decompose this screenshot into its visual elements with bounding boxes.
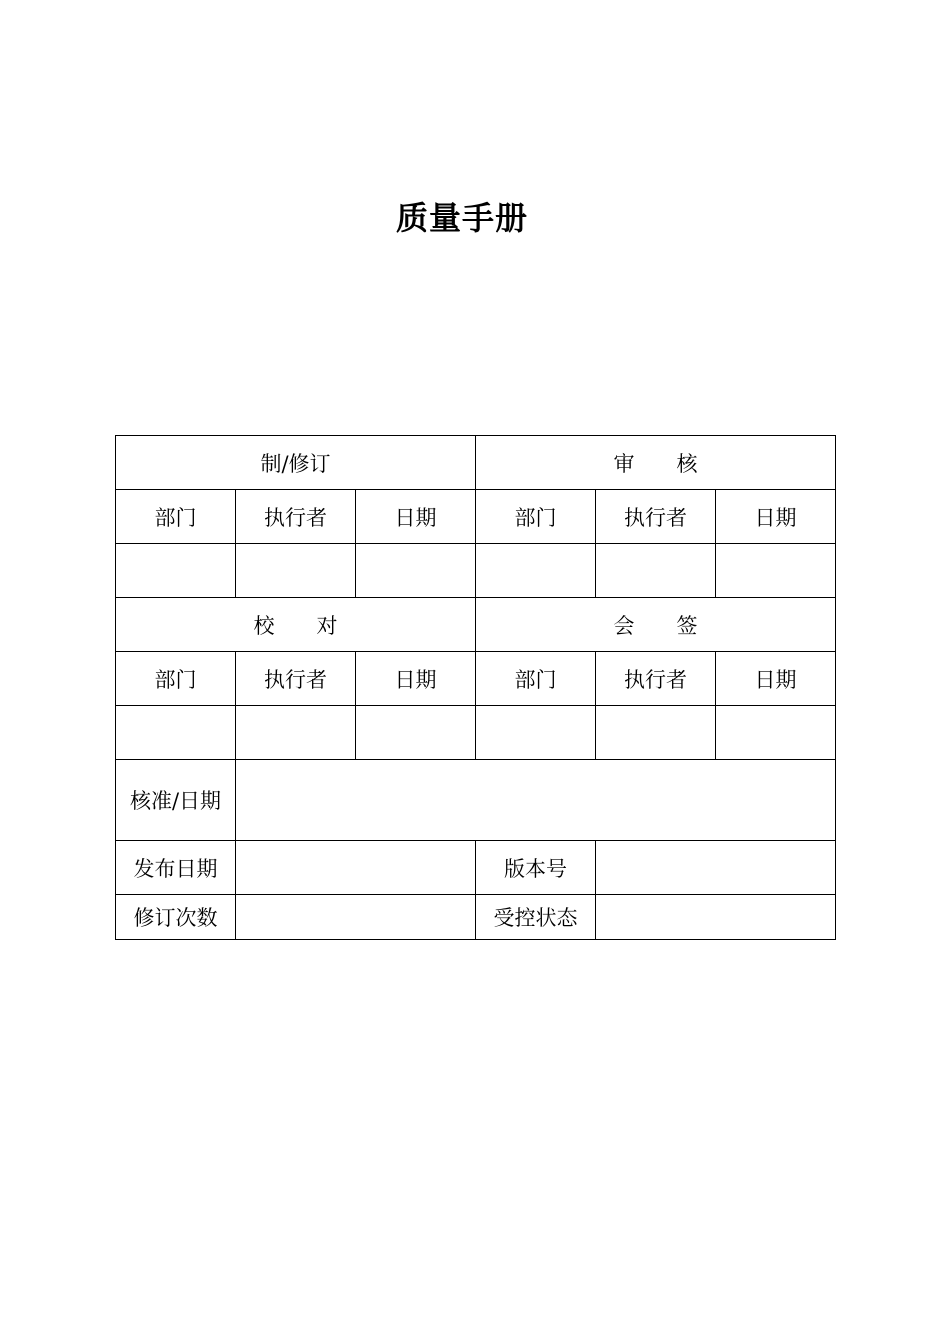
countersign-date-cell[interactable]: [716, 706, 836, 760]
review-executor-header: 执行者: [596, 490, 716, 544]
revision-row: [116, 895, 836, 940]
countersign-date-header: 日期: [716, 652, 836, 706]
prepare-date-header: 日期: [356, 490, 476, 544]
section-header-row-1: [116, 436, 836, 490]
review-department-header: 部门: [476, 490, 596, 544]
proofread-date-header: 日期: [356, 652, 476, 706]
review-department-cell[interactable]: [476, 544, 596, 598]
countersign-executor-cell[interactable]: [596, 706, 716, 760]
revision-count-cell[interactable]: [236, 895, 476, 940]
prepare-section-header: 制/修订: [116, 436, 476, 490]
review-date-cell[interactable]: [716, 544, 836, 598]
revision-count-label: 修订次数: [116, 895, 236, 940]
document-control-table: [115, 435, 836, 940]
release-row: [116, 841, 836, 895]
prepare-department-cell[interactable]: [116, 544, 236, 598]
proofread-department-header: 部门: [116, 652, 236, 706]
countersign-section-header: 会 签: [476, 598, 836, 652]
release-date-cell[interactable]: [236, 841, 476, 895]
proofread-date-cell[interactable]: [356, 706, 476, 760]
column-header-row-1: [116, 490, 836, 544]
control-status-cell[interactable]: [596, 895, 836, 940]
version-no-cell[interactable]: [596, 841, 836, 895]
proofread-executor-cell[interactable]: [236, 706, 356, 760]
countersign-department-header: 部门: [476, 652, 596, 706]
approval-date-cell[interactable]: [236, 760, 836, 841]
prepare-date-cell[interactable]: [356, 544, 476, 598]
proofread-department-cell[interactable]: [116, 706, 236, 760]
review-date-header: 日期: [716, 490, 836, 544]
prepare-executor-header: 执行者: [236, 490, 356, 544]
approval-date-label: 核准/日期: [116, 760, 236, 841]
proofread-executor-header: 执行者: [236, 652, 356, 706]
entry-row-2: [116, 706, 836, 760]
column-header-row-2: [116, 652, 836, 706]
page-title: 质量手册: [395, 199, 528, 237]
entry-row-1: [116, 544, 836, 598]
approval-row: [116, 760, 836, 841]
control-status-label: 受控状态: [476, 895, 596, 940]
section-header-row-2: [116, 598, 836, 652]
countersign-department-cell[interactable]: [476, 706, 596, 760]
review-executor-cell[interactable]: [596, 544, 716, 598]
version-no-label: 版本号: [476, 841, 596, 895]
prepare-executor-cell[interactable]: [236, 544, 356, 598]
proofread-section-header: 校 对: [116, 598, 476, 652]
countersign-executor-header: 执行者: [596, 652, 716, 706]
release-date-label: 发布日期: [116, 841, 236, 895]
review-section-header: 审 核: [476, 436, 836, 490]
prepare-department-header: 部门: [116, 490, 236, 544]
